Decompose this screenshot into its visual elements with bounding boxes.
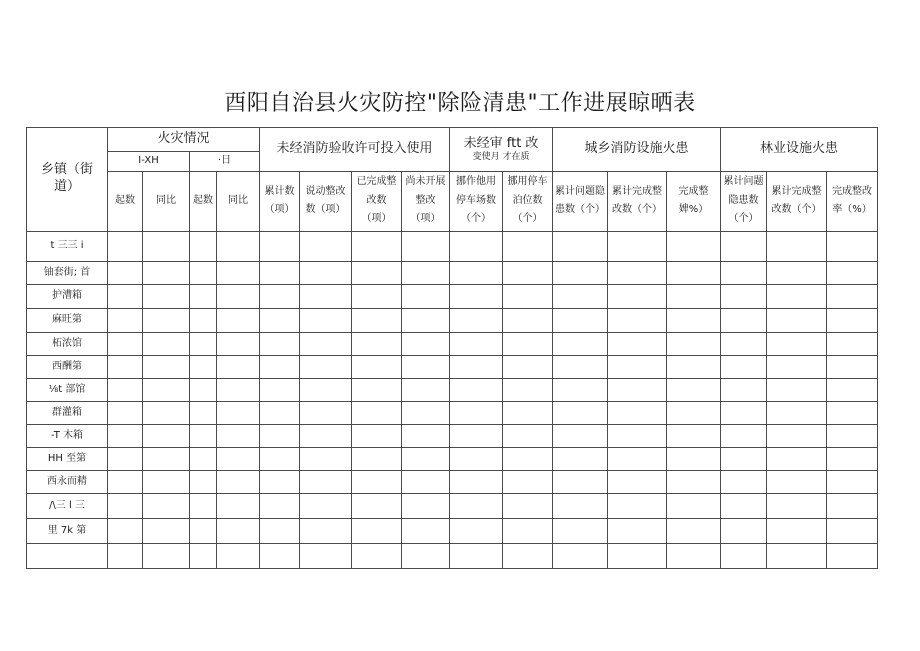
table-cell[interactable] (402, 231, 450, 261)
table-cell[interactable] (721, 284, 767, 308)
table-cell[interactable] (402, 493, 450, 518)
table-cell[interactable] (503, 518, 553, 543)
table-cell[interactable] (767, 332, 827, 355)
table-row (27, 518, 878, 543)
table-cell[interactable] (402, 470, 450, 493)
table-cell[interactable] (108, 378, 143, 401)
table-cell[interactable] (667, 355, 721, 378)
table-cell[interactable] (190, 378, 217, 401)
table-cell[interactable] (827, 378, 878, 401)
table-cell[interactable] (143, 424, 190, 447)
table-cell[interactable] (260, 493, 300, 518)
table-cell[interactable] (402, 447, 450, 470)
table-cell[interactable] (260, 261, 300, 284)
table-cell[interactable] (300, 401, 352, 424)
table-cell[interactable] (143, 308, 190, 332)
table-row (27, 284, 878, 308)
table-cell[interactable] (721, 308, 767, 332)
table-cell[interactable] (352, 378, 402, 401)
table-cell[interactable] (553, 518, 608, 543)
table-cell[interactable] (260, 332, 300, 355)
table-row (27, 231, 878, 261)
table-cell[interactable] (143, 447, 190, 470)
table-cell[interactable] (352, 518, 402, 543)
subheader-forest-hazards: 累计问题 隐患数 （个） (721, 171, 767, 231)
table-cell[interactable] (767, 447, 827, 470)
table-cell[interactable] (608, 401, 667, 424)
table-cell[interactable] (553, 493, 608, 518)
table-cell[interactable] (767, 543, 827, 568)
table-cell[interactable] (721, 332, 767, 355)
table-cell[interactable] (667, 378, 721, 401)
table-row (27, 401, 878, 424)
table-cell[interactable] (608, 284, 667, 308)
table-cell[interactable] (108, 355, 143, 378)
table-cell[interactable] (503, 493, 553, 518)
table-cell[interactable] (827, 332, 878, 355)
row-town-name: 里 7k 第 (27, 518, 108, 543)
table-cell[interactable] (553, 424, 608, 447)
row-town-name: 护漕箱 (27, 284, 108, 308)
table-cell[interactable] (553, 378, 608, 401)
table-cell[interactable] (450, 401, 503, 424)
table-cell[interactable] (300, 447, 352, 470)
table-cell[interactable] (767, 493, 827, 518)
table-cell[interactable] (767, 355, 827, 378)
subheader-forest-rate: 完成整改 率（%） (827, 171, 878, 231)
subheader-urban-hazards: 累计问题隐 患数（个） (553, 171, 608, 231)
table-cell[interactable] (260, 470, 300, 493)
table-cell[interactable] (108, 231, 143, 261)
subheader-fire-count: 起数 (108, 171, 143, 231)
table-cell[interactable] (553, 470, 608, 493)
table-cell[interactable] (190, 424, 217, 447)
table-cell[interactable] (608, 308, 667, 332)
table-cell[interactable] (721, 424, 767, 447)
table-cell[interactable] (300, 493, 352, 518)
table-cell[interactable] (721, 261, 767, 284)
table-cell[interactable] (352, 493, 402, 518)
row-town-name: -T 木箱 (27, 424, 108, 447)
table-cell[interactable] (217, 231, 260, 261)
table-cell[interactable] (721, 378, 767, 401)
table-cell[interactable] (352, 543, 402, 568)
row-town-name: HH 至第 (27, 447, 108, 470)
table-cell[interactable] (402, 355, 450, 378)
table-cell[interactable] (352, 447, 402, 470)
table-cell[interactable] (190, 332, 217, 355)
table-cell[interactable] (260, 355, 300, 378)
table-cell[interactable] (300, 543, 352, 568)
table-cell[interactable] (143, 401, 190, 424)
table-cell[interactable] (503, 424, 553, 447)
table-cell[interactable] (143, 284, 190, 308)
header-urban-rural: 城乡消防设施火患 (553, 128, 721, 172)
table-cell[interactable] (503, 308, 553, 332)
table-cell[interactable] (608, 447, 667, 470)
table-cell[interactable] (190, 355, 217, 378)
table-cell[interactable] (217, 447, 260, 470)
table-cell[interactable] (667, 424, 721, 447)
table-cell[interactable] (767, 231, 827, 261)
table-cell[interactable] (300, 518, 352, 543)
table-cell[interactable] (827, 261, 878, 284)
table-cell[interactable] (667, 470, 721, 493)
table-cell[interactable] (260, 231, 300, 261)
table-cell[interactable] (503, 401, 553, 424)
table-cell[interactable] (608, 424, 667, 447)
table-cell[interactable] (108, 447, 143, 470)
table-cell[interactable] (721, 231, 767, 261)
table-row (27, 424, 878, 447)
table-cell[interactable] (450, 308, 503, 332)
subheader-ordered-items: 说动整改 数（项） (300, 171, 352, 231)
table-cell[interactable] (667, 284, 721, 308)
table-cell[interactable] (190, 231, 217, 261)
table-row (27, 332, 878, 355)
table-cell[interactable] (190, 470, 217, 493)
row-town-name: t 三三 i (27, 231, 108, 261)
table-cell[interactable] (217, 424, 260, 447)
table-cell[interactable] (667, 261, 721, 284)
page-title: 酉阳自治县火灾防控"除险清患"工作进展晾晒表 (224, 91, 696, 116)
subheader-parking-spots: 挪用停车 泊位数 （个） (503, 171, 553, 231)
table-cell[interactable] (767, 261, 827, 284)
table-cell[interactable] (553, 401, 608, 424)
table-cell[interactable] (503, 543, 553, 568)
table-cell[interactable] (667, 518, 721, 543)
table-cell[interactable] (260, 401, 300, 424)
table-cell[interactable] (827, 231, 878, 261)
table-cell[interactable] (667, 543, 721, 568)
table-cell[interactable] (402, 424, 450, 447)
table-cell[interactable] (190, 447, 217, 470)
table-cell[interactable] (260, 308, 300, 332)
table-cell[interactable] (450, 332, 503, 355)
table-cell[interactable] (108, 424, 143, 447)
table-cell[interactable] (217, 470, 260, 493)
table-cell[interactable] (108, 308, 143, 332)
table-cell[interactable] (108, 261, 143, 284)
table-cell[interactable] (503, 447, 553, 470)
table-cell[interactable] (217, 493, 260, 518)
table-cell[interactable] (503, 261, 553, 284)
table-cell[interactable] (190, 401, 217, 424)
table-cell[interactable] (402, 401, 450, 424)
table-cell[interactable] (667, 308, 721, 332)
table-cell[interactable] (190, 284, 217, 308)
subheader-completed-items: 已完成整 改数 （项） (352, 171, 402, 231)
table-cell[interactable] (300, 261, 352, 284)
table-cell[interactable] (143, 518, 190, 543)
table-cell[interactable] (721, 518, 767, 543)
table-cell[interactable] (108, 470, 143, 493)
table-cell[interactable] (608, 231, 667, 261)
table-cell[interactable] (352, 308, 402, 332)
table-cell[interactable] (108, 493, 143, 518)
table-cell[interactable] (143, 378, 190, 401)
table-cell[interactable] (217, 401, 260, 424)
table-cell[interactable] (503, 470, 553, 493)
table-cell[interactable] (108, 543, 143, 568)
table-cell[interactable] (217, 284, 260, 308)
table-cell[interactable] (300, 284, 352, 308)
table-cell[interactable] (608, 543, 667, 568)
subheader-forest-completed: 累计完成整 改数（个） (767, 171, 827, 231)
table-cell[interactable] (260, 284, 300, 308)
table-cell[interactable] (190, 518, 217, 543)
table-cell[interactable] (260, 378, 300, 401)
table-row (27, 470, 878, 493)
table-cell[interactable] (503, 231, 553, 261)
table-cell[interactable] (108, 518, 143, 543)
table-cell[interactable] (143, 470, 190, 493)
progress-table (26, 127, 878, 569)
table-cell[interactable] (190, 261, 217, 284)
table-cell[interactable] (260, 424, 300, 447)
table-cell[interactable] (217, 378, 260, 401)
table-row (27, 378, 878, 401)
table-row (27, 308, 878, 332)
table-cell[interactable] (667, 493, 721, 518)
table-cell[interactable] (352, 470, 402, 493)
table-cell[interactable] (300, 332, 352, 355)
table-cell[interactable] (143, 231, 190, 261)
header-fire-sub2: ·日 (190, 152, 260, 172)
table-cell[interactable] (217, 261, 260, 284)
table-cell[interactable] (450, 470, 503, 493)
table-cell[interactable] (402, 518, 450, 543)
table-cell[interactable] (450, 493, 503, 518)
table-cell[interactable] (827, 470, 878, 493)
table-cell[interactable] (553, 231, 608, 261)
table-cell[interactable] (352, 424, 402, 447)
row-town-name (27, 543, 108, 568)
table-cell[interactable] (450, 378, 503, 401)
table-row (27, 543, 878, 568)
table-cell[interactable] (402, 378, 450, 401)
table-cell[interactable] (767, 284, 827, 308)
header-fire-sub1: I-XH (108, 152, 190, 172)
table-cell[interactable] (553, 308, 608, 332)
subheader-urban-completed: 累计完成整 改数（个） (608, 171, 667, 231)
table-cell[interactable] (503, 378, 553, 401)
row-town-name: 西酬第 (27, 355, 108, 378)
table-cell[interactable] (827, 518, 878, 543)
table-cell[interactable] (190, 308, 217, 332)
table-cell[interactable] (553, 543, 608, 568)
header-forestry: 林业设施火患 (721, 128, 878, 172)
table-cell[interactable] (608, 378, 667, 401)
table-cell[interactable] (108, 332, 143, 355)
table-cell[interactable] (553, 261, 608, 284)
table-cell[interactable] (190, 493, 217, 518)
table-cell[interactable] (260, 518, 300, 543)
table-cell[interactable] (827, 308, 878, 332)
row-town-name: 麻旺第 (27, 308, 108, 332)
subheader-fire-yoy-2: 同比 (217, 171, 260, 231)
table-cell[interactable] (450, 518, 503, 543)
table-cell[interactable] (503, 355, 553, 378)
table-cell[interactable] (721, 447, 767, 470)
table-cell[interactable] (143, 355, 190, 378)
table-cell[interactable] (450, 447, 503, 470)
table-cell[interactable] (300, 355, 352, 378)
table-cell[interactable] (827, 355, 878, 378)
table-cell[interactable] (217, 332, 260, 355)
table-cell[interactable] (450, 424, 503, 447)
table-cell[interactable] (217, 543, 260, 568)
table-cell[interactable] (300, 378, 352, 401)
header-unreviewed: 未经审 ftt 改 变使月 才在质 (450, 128, 553, 172)
table-cell[interactable] (608, 355, 667, 378)
table-cell[interactable] (402, 332, 450, 355)
row-town-name: 西永而精 (27, 470, 108, 493)
table-cell[interactable] (352, 332, 402, 355)
table-cell[interactable] (143, 332, 190, 355)
table-cell[interactable] (721, 401, 767, 424)
table-cell[interactable] (300, 308, 352, 332)
table-cell[interactable] (608, 493, 667, 518)
table-row (27, 447, 878, 470)
table-cell[interactable] (143, 543, 190, 568)
row-town-name: 铀套街; 首 (27, 261, 108, 284)
table-cell[interactable] (667, 401, 721, 424)
table-cell[interactable] (143, 493, 190, 518)
table-cell[interactable] (827, 401, 878, 424)
row-town-name: 群灌箱 (27, 401, 108, 424)
subheader-total-items: 累计数 （项） (260, 171, 300, 231)
table-cell[interactable] (827, 543, 878, 568)
table-cell[interactable] (217, 355, 260, 378)
table-cell[interactable] (450, 261, 503, 284)
header-unapproved: 未经消防验收许可投入使用 (260, 128, 450, 172)
table-cell[interactable] (827, 447, 878, 470)
table-cell[interactable] (260, 447, 300, 470)
table-cell[interactable] (721, 493, 767, 518)
table-cell[interactable] (721, 543, 767, 568)
table-cell[interactable] (352, 261, 402, 284)
subheader-urban-rate: 完成整 婢%） (667, 171, 721, 231)
table-cell[interactable] (503, 284, 553, 308)
table-cell[interactable] (300, 231, 352, 261)
table-cell[interactable] (402, 543, 450, 568)
table-cell[interactable] (450, 543, 503, 568)
table-cell[interactable] (300, 424, 352, 447)
subheader-pending-items: 尚未开展 整改 （项） (402, 171, 450, 231)
table-cell[interactable] (827, 284, 878, 308)
table-cell[interactable] (143, 261, 190, 284)
table-row (27, 355, 878, 378)
table-cell[interactable] (667, 332, 721, 355)
table-cell[interactable] (608, 518, 667, 543)
row-town-name: /\三 l 三 (27, 493, 108, 518)
table-row (27, 493, 878, 518)
table-cell[interactable] (450, 284, 503, 308)
table-cell[interactable] (767, 424, 827, 447)
table-cell[interactable] (503, 332, 553, 355)
table-cell[interactable] (352, 401, 402, 424)
row-town-name: ⅛t 部馆 (27, 378, 108, 401)
table-cell[interactable] (352, 355, 402, 378)
table-cell[interactable] (108, 401, 143, 424)
subheader-fire-count-2: 起数 (190, 171, 217, 231)
table-cell[interactable] (608, 470, 667, 493)
table-cell[interactable] (608, 261, 667, 284)
table-cell[interactable] (553, 447, 608, 470)
table-cell[interactable] (402, 308, 450, 332)
table-cell[interactable] (300, 470, 352, 493)
table-cell[interactable] (402, 261, 450, 284)
table-cell[interactable] (767, 401, 827, 424)
table-cell[interactable] (767, 378, 827, 401)
table-cell[interactable] (667, 447, 721, 470)
header-fire: 火灾情况 (108, 128, 260, 152)
table-cell[interactable] (190, 543, 217, 568)
table-cell[interactable] (553, 355, 608, 378)
subheader-parking-lots: 挪作他用 停车场数 （个） (450, 171, 503, 231)
table-cell[interactable] (450, 355, 503, 378)
table-cell[interactable] (608, 332, 667, 355)
table-cell[interactable] (553, 332, 608, 355)
header-town: 乡镇（街 道） (27, 128, 108, 232)
table-cell[interactable] (108, 284, 143, 308)
row-town-name: 柘浓馆 (27, 332, 108, 355)
table-cell[interactable] (260, 543, 300, 568)
table-cell[interactable] (767, 518, 827, 543)
table-cell[interactable] (217, 308, 260, 332)
table-cell[interactable] (667, 231, 721, 261)
table-cell[interactable] (217, 518, 260, 543)
table-cell[interactable] (721, 470, 767, 493)
table-cell[interactable] (352, 231, 402, 261)
subheader-fire-yoy: 同比 (143, 171, 190, 231)
table-cell[interactable] (402, 284, 450, 308)
table-cell[interactable] (450, 231, 503, 261)
table-cell[interactable] (827, 493, 878, 518)
table-cell[interactable] (352, 284, 402, 308)
table-cell[interactable] (721, 355, 767, 378)
table-cell[interactable] (767, 470, 827, 493)
table-row (27, 261, 878, 284)
table-cell[interactable] (767, 308, 827, 332)
table-cell[interactable] (553, 284, 608, 308)
table-cell[interactable] (827, 424, 878, 447)
